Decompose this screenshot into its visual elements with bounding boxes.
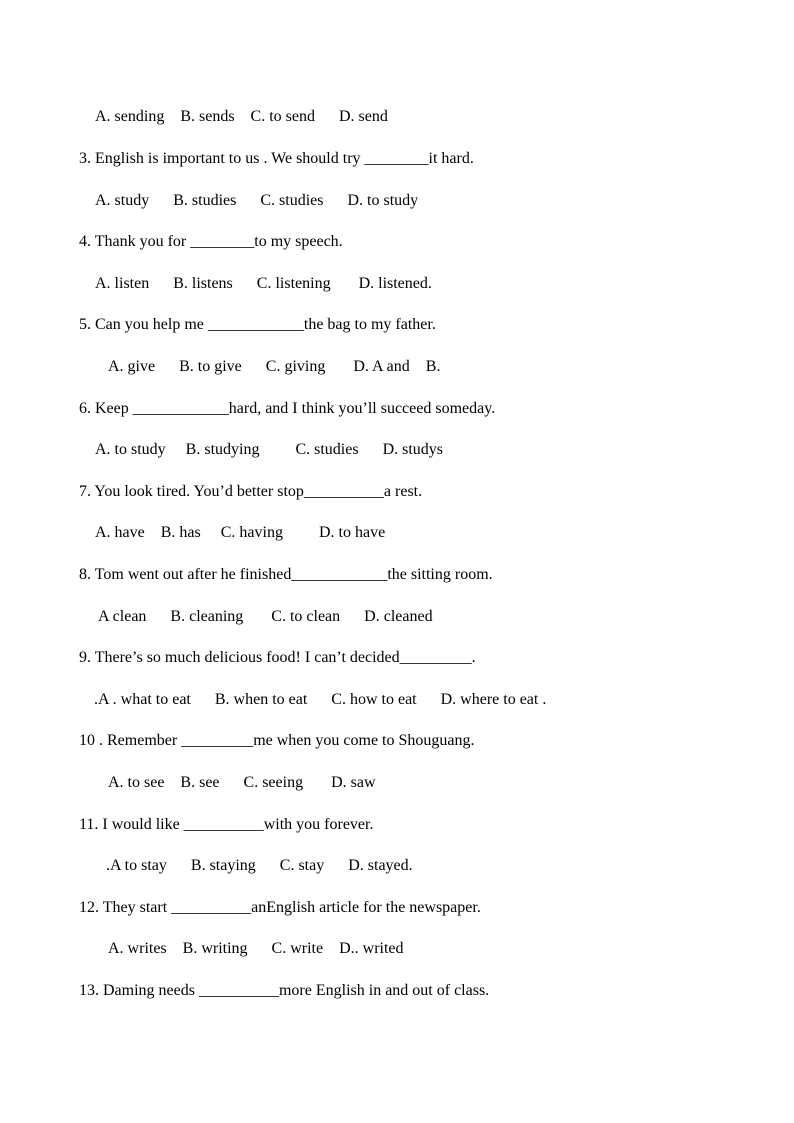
question-7: 7. You look tired. You’d better stop__________a rest. [79,483,423,500]
options-line-5: A. give B. to give C. giving D. A and B. [108,358,441,375]
question-13: 13. Daming needs __________more English in and out of class. [79,982,490,999]
options-line-12: A. writes B. writing C. write D.. writed [108,940,404,957]
question-5: 5. Can you help me ____________the bag to my father. [79,316,436,333]
question-10: 10 . Remember _________me when you come to Shouguang. [79,732,475,749]
options-line-2: A. sending B. sends C. to send D. send [95,108,388,125]
options-line-4: A. listen B. listens C. listening D. listened. [95,275,432,292]
question-11: 11. I would like __________with you forever. [79,816,374,833]
question-3: 3. English is important to us . We should try ________it hard. [79,150,474,167]
options-line-10: A. to see B. see C. seeing D. saw [108,774,376,791]
options-line-9: .A . what to eat B. when to eat C. how to eat D. where to eat . [94,691,547,708]
options-line-7: A. have B. has C. having D. to have [95,524,386,541]
options-line-6: A. to study B. studying C. studies D. studys [95,441,444,458]
question-4: 4. Thank you for ________to my speech. [79,233,343,250]
question-6: 6. Keep ____________hard, and I think you’ll succeed someday. [79,400,496,417]
question-9: 9. There’s so much delicious food! I can’t decided_________. [79,649,476,666]
options-line-3: A. study B. studies C. studies D. to study [95,192,419,209]
question-8: 8. Tom went out after he finished____________the sitting room. [79,566,493,583]
options-line-8: A clean B. cleaning C. to clean D. cleaned [98,608,433,625]
question-12: 12. They start __________anEnglish article for the newspaper. [79,899,481,916]
options-line-11: .A to stay B. staying C. stay D. stayed. [106,857,413,874]
